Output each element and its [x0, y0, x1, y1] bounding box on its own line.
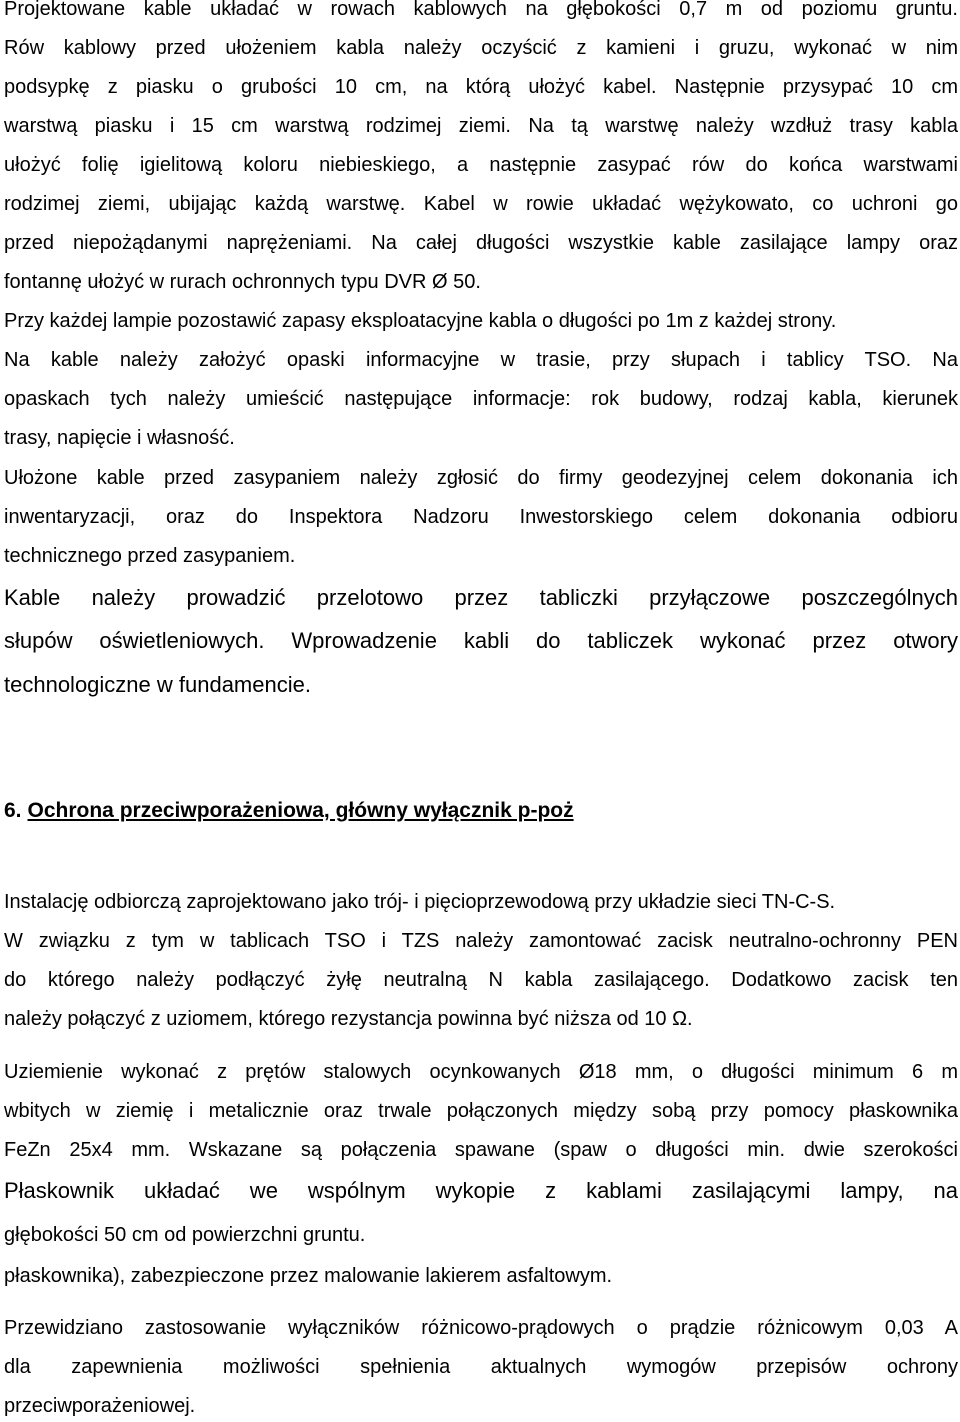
paragraph-line: ułożyć folię igielitową koloru niebieskiego, a następnie zasypać rów do końca warstwami — [4, 154, 958, 176]
paragraph-line: fontannę ułożyć w rurach ochronnych typu DVR Ø 50. — [4, 271, 481, 293]
paragraph-line: technicznego przed zasypaniem. — [4, 545, 296, 567]
paragraph-line: Ułożone kable przed zasypaniem należy zgłosić do firmy geodezyjnej celem dokonania ich — [4, 467, 958, 489]
paragraph-line: płaskownika), zabezpieczone przez malowanie lakierem asfaltowym. — [4, 1265, 613, 1287]
paragraph-line: należy połączyć z uziomem, którego rezystancja powinna być niższa od 10 Ω. — [4, 1008, 693, 1030]
paragraph-line: głębokości 50 cm od powierzchni gruntu. — [4, 1224, 366, 1246]
paragraph-line: do którego należy podłączyć żyłę neutralną N kabla zasilającego. Dodatkowo zacisk ten — [4, 969, 958, 991]
paragraph-line: Na kable należy założyć opaski informacyjne w trasie, przy słupach i tablicy TSO. Na — [4, 349, 958, 371]
paragraph-line: dla zapewnienia możliwości spełnienia aktualnych wymogów przepisów ochrony — [4, 1356, 958, 1378]
paragraph-line: przed niepożądanymi naprężeniami. Na całej długości wszystkie kable zasilające lampy oraz — [4, 232, 958, 254]
paragraph-line: Kable należy prowadzić przelotowo przez tabliczki przyłączowe poszczególnych — [4, 585, 958, 610]
paragraph-line: wbitych w ziemię i metalicznie oraz trwale połączonych między sobą przy pomocy płaskownika — [4, 1100, 958, 1122]
paragraph-line: Rów kablowy przed ułożeniem kabla należy oczyścić z kamieni i gruzu, wykonać w nim — [4, 37, 958, 59]
paragraph-line: przeciwporażeniowej. — [4, 1395, 196, 1417]
section-heading — [4, 799, 958, 823]
paragraph-line: trasy, napięcie i własność. — [4, 427, 235, 449]
paragraph-line: inwentaryzacji, oraz do Inspektora Nadzoru Inwestorskiego celem dokonania odbioru — [4, 506, 958, 528]
paragraph-line: słupów oświetleniowych. Wprowadzenie kabli do tabliczek wykonać przez otwory — [4, 628, 958, 653]
paragraph-line: Przy każdej lampie pozostawić zapasy eksploatacyjne kabla o długości po 1m z każdej strony. — [4, 310, 837, 332]
paragraph-line: technologiczne w fundamencie. — [4, 672, 311, 697]
paragraph-line: FeZn 25x4 mm. Wskazane są połączenia spawane (spaw o długości min. dwie szerokości — [4, 1139, 958, 1161]
section-number: 6. — [4, 799, 22, 822]
paragraph-line: W związku z tym w tablicach TSO i TZS należy zamontować zacisk neutralno-ochronny PEN — [4, 930, 958, 952]
paragraph-line: Projektowane kable układać w rowach kablowych na głębokości 0,7 m od poziomu gruntu. — [4, 0, 958, 20]
paragraph-line: Przewidziano zastosowanie wyłączników różnicowo-prądowych o prądzie różnicowym 0,03 A — [4, 1317, 958, 1339]
paragraph-line: Instalację odbiorczą zaprojektowano jako trój- i pięcioprzewodową przy układzie sieci TN-C-S. — [4, 891, 836, 913]
paragraph-line: opaskach tych należy umieścić następujące informacje: rok budowy, rodzaj kabla, kierunek — [4, 388, 958, 410]
paragraph-line: warstwą piasku i 15 cm warstwą rodzimej ziemi. Na tą warstwę należy wzdłuż trasy kabla — [4, 115, 958, 137]
paragraph-line: rodzimej ziemi, ubijając każdą warstwę. Kabel w rowie układać wężykowato, co uchroni go — [4, 193, 958, 215]
section-title: Ochrona przeciwporażeniowa, główny wyłącznik p-poż — [27, 799, 574, 822]
paragraph-line: podsypkę z piasku o grubości 10 cm, na którą ułożyć kabel. Następnie przysypać 10 cm — [4, 76, 958, 98]
paragraph-line: Uziemienie wykonać z prętów stalowych ocynkowanych Ø18 mm, o długości minimum 6 m — [4, 1061, 958, 1083]
paragraph-line: Płaskownik układać we wspólnym wykopie z kablami zasilającymi lampy, na — [4, 1178, 958, 1203]
